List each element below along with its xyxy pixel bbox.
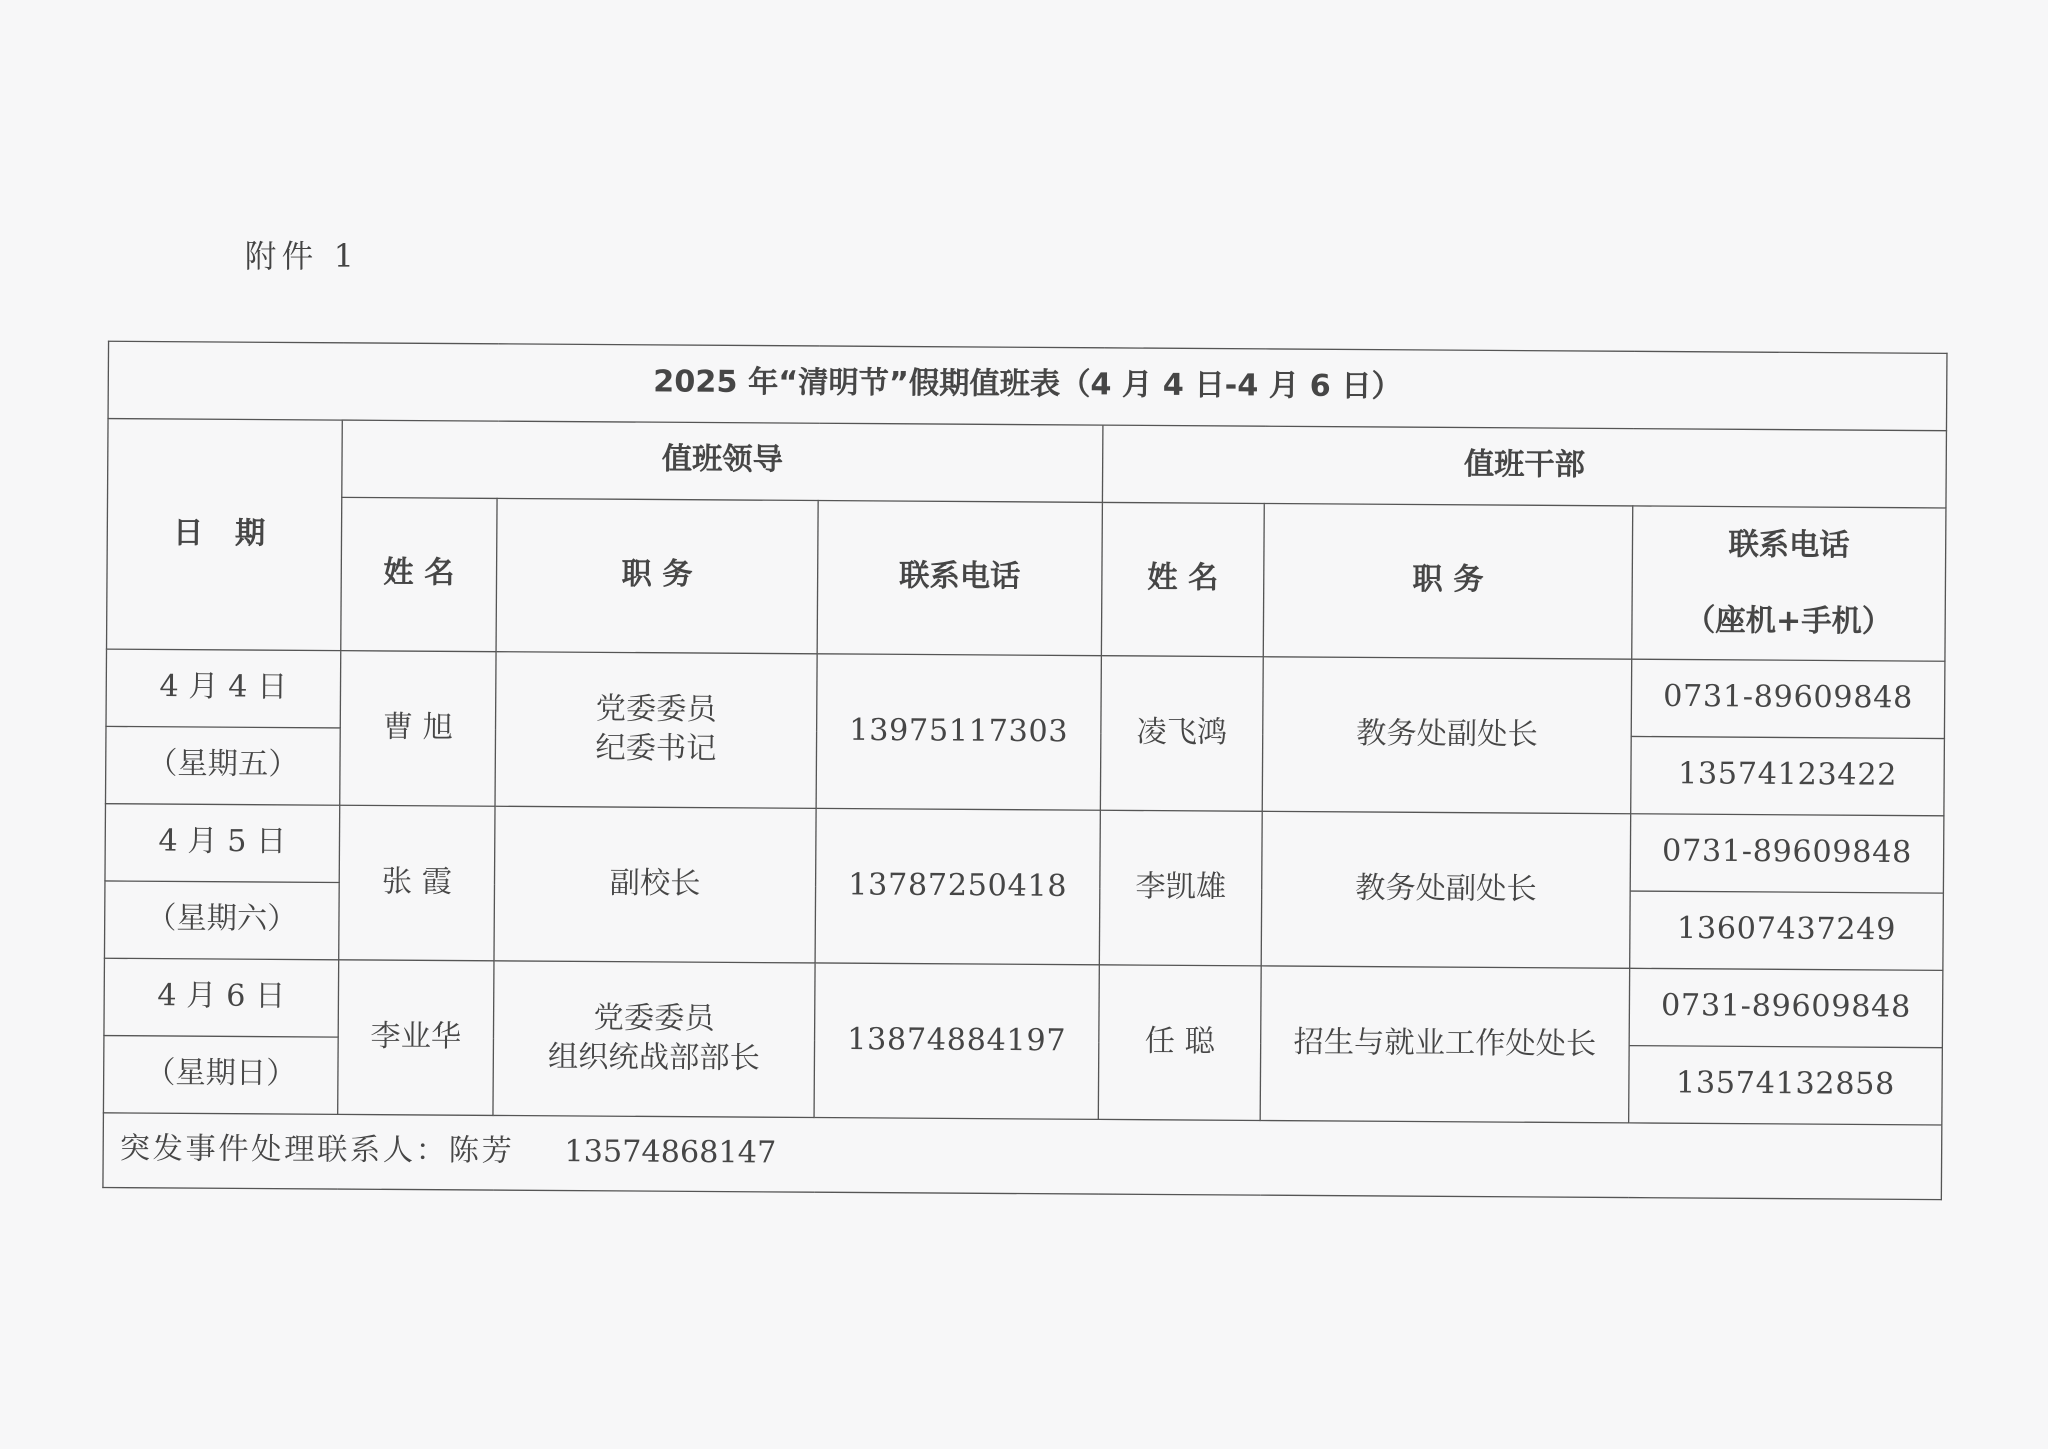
cadre-mobile-cell: 13574132858 [1629, 1046, 1943, 1125]
cadre-name-cell: 凌飞鸿 [1100, 656, 1263, 812]
leader-position-line1: 党委委员 [595, 691, 717, 727]
cadre-position-cell: 招生与就业工作处处长 [1260, 966, 1630, 1123]
leader-position-cell [494, 806, 816, 963]
duty-schedule-table [102, 341, 1947, 1201]
cadre-landline-cell: 0731-89609848 [1631, 659, 1945, 738]
leader-position-cell [493, 961, 815, 1118]
emergency-contact-phone: 13574868147 [564, 1134, 777, 1171]
weekday-cell: （星期五） [105, 726, 340, 805]
cadre-name-cell: 任 聪 [1098, 965, 1261, 1121]
leader-position-line1: 党委委员 [593, 1000, 715, 1036]
date-header: 日 期 [107, 419, 343, 651]
cadre-mobile-cell: 13607437249 [1630, 891, 1944, 970]
cadre-name-cell: 李凯雄 [1099, 810, 1262, 966]
emergency-contact [103, 1113, 1942, 1200]
leader-group-header: 值班领导 [342, 420, 1103, 502]
leader-position-cell [495, 652, 817, 809]
emergency-contact-label: 突发事件处理联系人：陈芳 [119, 1131, 515, 1169]
leader-phone-cell: 13787250418 [815, 808, 1100, 964]
leader-position-line1: 副校长 [609, 866, 701, 901]
weekday-cell: （星期日） [103, 1036, 338, 1115]
table-title: 2025 年“清明节”假期值班表（4 月 4 日-4 月 6 日） [108, 341, 1947, 430]
cadre-position-header: 职 务 [1263, 503, 1632, 659]
leader-position-line2: 纪委书记 [595, 730, 717, 766]
column-header-row [107, 496, 1946, 661]
table-row [105, 804, 1944, 893]
table-row [104, 958, 1943, 1047]
date-cell: 4 月 6 日 [104, 958, 339, 1037]
leader-phone-cell: 13874884197 [814, 963, 1099, 1119]
cadre-phone-header-line1: 联系电话 [1728, 528, 1850, 564]
group-header-row [108, 419, 1947, 508]
cadre-mobile-cell: 13574123422 [1631, 736, 1945, 815]
cadre-landline-cell: 0731-89609848 [1629, 968, 1943, 1047]
cadre-position-cell: 教务处副处长 [1262, 657, 1632, 814]
leader-name-cell: 李业华 [338, 960, 494, 1116]
cadre-group-header: 值班干部 [1102, 425, 1946, 508]
weekday-cell: （星期六） [104, 881, 339, 960]
cadre-phone-header-line2: （座机+手机） [1684, 603, 1893, 640]
cadre-landline-cell: 0731-89609848 [1630, 814, 1944, 893]
leader-phone-header: 联系电话 [817, 501, 1102, 656]
date-cell: 4 月 5 日 [105, 804, 340, 883]
title-row [108, 341, 1947, 430]
cadre-phone-header [1632, 506, 1946, 661]
leader-position-header: 职 务 [496, 498, 818, 653]
cadre-name-header: 姓 名 [1101, 502, 1264, 656]
table-row [106, 649, 1945, 738]
leader-name-header: 姓 名 [341, 497, 497, 651]
date-cell: 4 月 4 日 [106, 649, 341, 728]
leader-name-cell: 曹 旭 [340, 651, 496, 807]
footer-row [103, 1113, 1942, 1200]
leader-name-cell: 张 霞 [339, 805, 495, 961]
leader-phone-cell: 13975117303 [816, 654, 1101, 810]
leader-position-line2: 组织统战部部长 [547, 1039, 760, 1076]
attachment-label: 附件 1 [244, 238, 360, 276]
cadre-position-cell: 教务处副处长 [1261, 811, 1631, 968]
